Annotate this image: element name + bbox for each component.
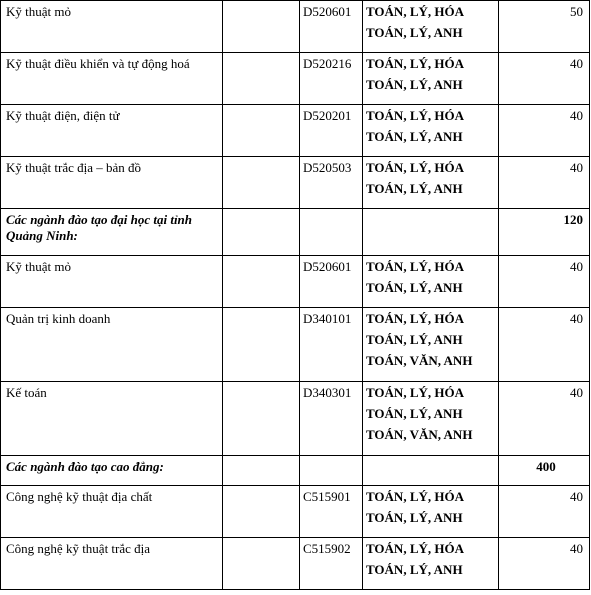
program-code: D520601	[300, 1, 363, 53]
program-name: Quản trị kinh doanh	[1, 308, 223, 382]
table-row	[1, 105, 590, 157]
program-name: Kỹ thuật trắc địa – bản đồ	[1, 157, 223, 209]
blank-cell	[223, 256, 300, 308]
blank-cell	[223, 1, 300, 53]
program-name: Công nghệ kỹ thuật địa chất	[1, 486, 223, 538]
table-row	[1, 256, 590, 308]
subject-combination: TOÁN, LÝ, ANH	[366, 280, 463, 295]
subject-combination: TOÁN, LÝ, ANH	[366, 406, 463, 421]
subject-combination: TOÁN, LÝ, HÓA	[366, 108, 464, 123]
section-header-row	[1, 456, 590, 486]
blank-cell	[223, 157, 300, 209]
subject-combination: TOÁN, LÝ, HÓA	[366, 160, 464, 175]
program-code: D340301	[300, 382, 363, 456]
subject-combinations	[363, 105, 499, 157]
enrollment-quota: 40	[499, 308, 590, 382]
subject-combinations	[363, 308, 499, 382]
subject-combination: TOÁN, LÝ, HÓA	[366, 541, 464, 556]
subject-combinations	[363, 53, 499, 105]
blank-cell	[223, 382, 300, 456]
subject-combinations	[363, 456, 499, 486]
subject-combinations	[363, 382, 499, 456]
subject-combinations	[363, 538, 499, 590]
table-row	[1, 538, 590, 590]
section-title: Các ngành đào tạo cao đẳng:	[1, 456, 223, 486]
table-row	[1, 308, 590, 382]
program-name: Công nghệ kỹ thuật trắc địa	[1, 538, 223, 590]
blank-cell	[223, 486, 300, 538]
subject-combination: TOÁN, LÝ, ANH	[366, 77, 463, 92]
subject-combinations	[363, 486, 499, 538]
enrollment-quota: 40	[499, 157, 590, 209]
subject-combinations	[363, 209, 499, 256]
blank-cell	[223, 538, 300, 590]
program-code	[300, 209, 363, 256]
program-code	[300, 456, 363, 486]
subject-combinations	[363, 256, 499, 308]
table-row	[1, 53, 590, 105]
table-row	[1, 486, 590, 538]
subject-combination: TOÁN, LÝ, HÓA	[366, 489, 464, 504]
program-name: Kỹ thuật mỏ	[1, 256, 223, 308]
enrollment-quota: 40	[499, 256, 590, 308]
section-title: Các ngành đào tạo đại học tại tỉnh Quảng Ninh:	[1, 209, 223, 256]
table-row	[1, 382, 590, 456]
enrollment-quota: 400	[499, 456, 590, 486]
subject-combination: TOÁN, LÝ, ANH	[366, 129, 463, 144]
program-name: Kỹ thuật điều khiển và tự động hoá	[1, 53, 223, 105]
enrollment-quota: 40	[499, 486, 590, 538]
enrollment-quota: 120	[499, 209, 590, 256]
subject-combination: TOÁN, LÝ, HÓA	[366, 311, 464, 326]
program-code: D340101	[300, 308, 363, 382]
subject-combination: TOÁN, LÝ, ANH	[366, 181, 463, 196]
program-code: C515901	[300, 486, 363, 538]
blank-cell	[223, 308, 300, 382]
enrollment-quota: 40	[499, 53, 590, 105]
blank-cell	[223, 53, 300, 105]
enrollment-quota: 40	[499, 382, 590, 456]
subject-combination: TOÁN, LÝ, HÓA	[366, 4, 464, 19]
blank-cell	[223, 105, 300, 157]
program-code: D520201	[300, 105, 363, 157]
blank-cell	[223, 456, 300, 486]
program-code: D520601	[300, 256, 363, 308]
program-code: D520503	[300, 157, 363, 209]
enrollment-quota: 50	[499, 1, 590, 53]
program-code: D520216	[300, 53, 363, 105]
subject-combination: TOÁN, LÝ, ANH	[366, 332, 463, 347]
subject-combination: TOÁN, LÝ, HÓA	[366, 385, 464, 400]
enrollment-quota: 40	[499, 538, 590, 590]
subject-combination: TOÁN, LÝ, ANH	[366, 562, 463, 577]
subject-combination: TOÁN, VĂN, ANH	[366, 353, 473, 368]
subject-combination: TOÁN, LÝ, ANH	[366, 25, 463, 40]
table-row	[1, 1, 590, 53]
subject-combinations	[363, 157, 499, 209]
blank-cell	[223, 209, 300, 256]
subject-combination: TOÁN, LÝ, HÓA	[366, 56, 464, 71]
subject-combination: TOÁN, LÝ, HÓA	[366, 259, 464, 274]
enrollment-quota: 40	[499, 105, 590, 157]
program-name: Kế toán	[1, 382, 223, 456]
program-name: Kỹ thuật điện, điện tử	[1, 105, 223, 157]
program-code: C515902	[300, 538, 363, 590]
section-header-row	[1, 209, 590, 256]
subject-combinations	[363, 1, 499, 53]
subject-combination: TOÁN, LÝ, ANH	[366, 510, 463, 525]
table-row	[1, 157, 590, 209]
program-name: Kỹ thuật mỏ	[1, 1, 223, 53]
subject-combination: TOÁN, VĂN, ANH	[366, 427, 473, 442]
admissions-table-body	[1, 1, 590, 590]
